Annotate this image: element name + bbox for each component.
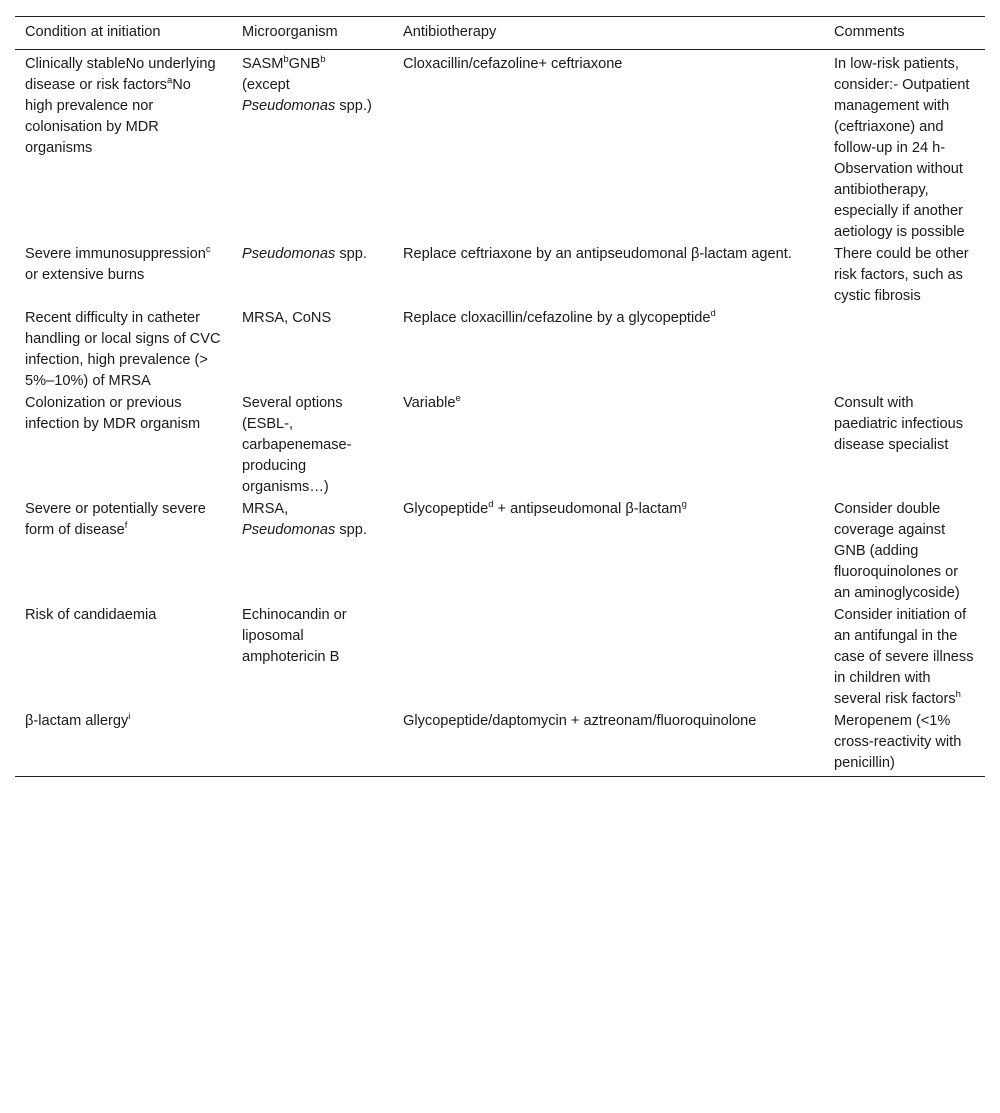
header-microorganism: Microorganism <box>242 24 338 40</box>
condition-text: or extensive burns <box>25 267 145 283</box>
microorganism-text: spp. <box>335 522 367 538</box>
table-row <box>15 50 985 244</box>
table-row <box>15 243 985 307</box>
condition-text: Severe immunosuppression <box>25 246 206 262</box>
footnote-marker: c <box>205 244 211 255</box>
footnote-marker: i <box>128 711 131 722</box>
comments-cell: Consult with paediatric infectious disease specialist <box>834 395 963 453</box>
microorganism-text: spp. <box>335 246 367 262</box>
antibiotherapy-text: Glycopeptide <box>403 501 489 517</box>
antibiotherapy-table <box>15 16 985 777</box>
antibiotherapy-cell <box>393 392 824 498</box>
microorganism-text: GNB <box>288 56 321 72</box>
condition-cell: Risk of candidaemia <box>25 607 157 623</box>
antibiotherapy-text: + antipseudomonal β-lactam <box>493 501 682 517</box>
table-row <box>15 710 985 777</box>
antibiotherapy-cell <box>393 307 824 392</box>
header-antibiotherapy: Antibiotherapy <box>403 24 497 40</box>
microorganism-italic: Pseudomonas <box>242 522 336 538</box>
microorganism-cell: MRSA, CoNS <box>242 310 332 326</box>
footnote-marker: f <box>124 520 128 531</box>
footnote-marker: b <box>283 54 289 65</box>
microorganism-cell <box>232 498 393 604</box>
comments-cell <box>824 307 985 392</box>
table-header-row <box>15 17 985 50</box>
microorganism-text: spp.) <box>335 98 372 114</box>
comments-cell: Consider double coverage against GNB (adding fluoroquinolones or an aminoglycoside) <box>834 501 960 601</box>
header-condition: Condition at initiation <box>25 24 161 40</box>
microorganism-italic: Pseudomonas <box>242 98 336 114</box>
comments-cell: Meropenem (<1% cross-reactivity with penicillin) <box>834 713 962 771</box>
table-row <box>15 604 985 710</box>
condition-text: No high prevalence nor colonisation by MDR organisms <box>25 77 191 156</box>
comments-cell: There could be other risk factors, such as cystic fibrosis <box>834 246 969 304</box>
comments-text: Consider initiation of an antifungal in the case of severe illness in children with several risk factors <box>834 607 974 707</box>
antibiotherapy-cell: Replace ceftriaxone by an antipseudomonal β-lactam agent. <box>403 246 792 262</box>
microorganism-cell: Several options (ESBL-, carbapenemase-producing organisms…) <box>242 395 352 495</box>
comments-cell: In low-risk patients, consider:- Outpatient management with (ceftriaxone) and follow-up in 24 h- Observation without antibiotherapy, especially if another aetiology is possible <box>834 56 970 240</box>
microorganism-cell <box>232 243 393 307</box>
footnote-marker: h <box>955 689 961 700</box>
antibiotherapy-text: Replace cloxacillin/cefazoline by a glycopeptide <box>403 310 711 326</box>
footnote-marker: a <box>166 75 173 86</box>
antibiotherapy-cell: Glycopeptide/daptomycin + aztreonam/fluoroquinolone <box>403 713 757 729</box>
comments-cell <box>824 604 985 710</box>
microorganism-italic: Pseudomonas <box>242 246 336 262</box>
antibiotherapy-cell <box>393 604 824 710</box>
microorganism-cell: Echinocandin or liposomal amphotericin B <box>242 607 347 665</box>
condition-cell: Recent difficulty in catheter handling or local signs of CVC infection, high prevalence (> 5%–10%) of MRSA <box>25 310 221 389</box>
footnote-marker: d <box>710 308 716 319</box>
table-row <box>15 307 985 392</box>
table-row <box>15 392 985 498</box>
microorganism-text: MRSA, <box>242 501 289 517</box>
microorganism-text: (except <box>242 77 290 93</box>
antibiotherapy-cell <box>393 498 824 604</box>
condition-text: Severe or potentially severe form of disease <box>25 501 206 538</box>
condition-text: β-lactam allergy <box>25 713 129 729</box>
condition-cell <box>15 498 232 604</box>
microorganism-cell <box>232 50 393 244</box>
footnote-marker: g <box>681 499 687 510</box>
footnote-marker: d <box>488 499 494 510</box>
antibiotherapy-text: Variable <box>403 395 456 411</box>
microorganism-cell <box>232 710 393 777</box>
condition-cell: Colonization or previous infection by MDR organism <box>25 395 201 432</box>
condition-cell <box>15 710 232 777</box>
antibiotherapy-table-container <box>15 16 985 777</box>
footnote-marker: b <box>320 54 326 65</box>
condition-text: Clinically stableNo underlying disease or risk factors <box>25 56 216 93</box>
condition-cell <box>15 50 232 244</box>
footnote-marker: e <box>455 393 461 404</box>
microorganism-text: SASM <box>242 56 284 72</box>
table-row <box>15 498 985 604</box>
antibiotherapy-cell: Cloxacillin/cefazoline+ ceftriaxone <box>403 56 623 72</box>
header-comments: Comments <box>834 24 905 40</box>
condition-cell <box>15 243 232 307</box>
